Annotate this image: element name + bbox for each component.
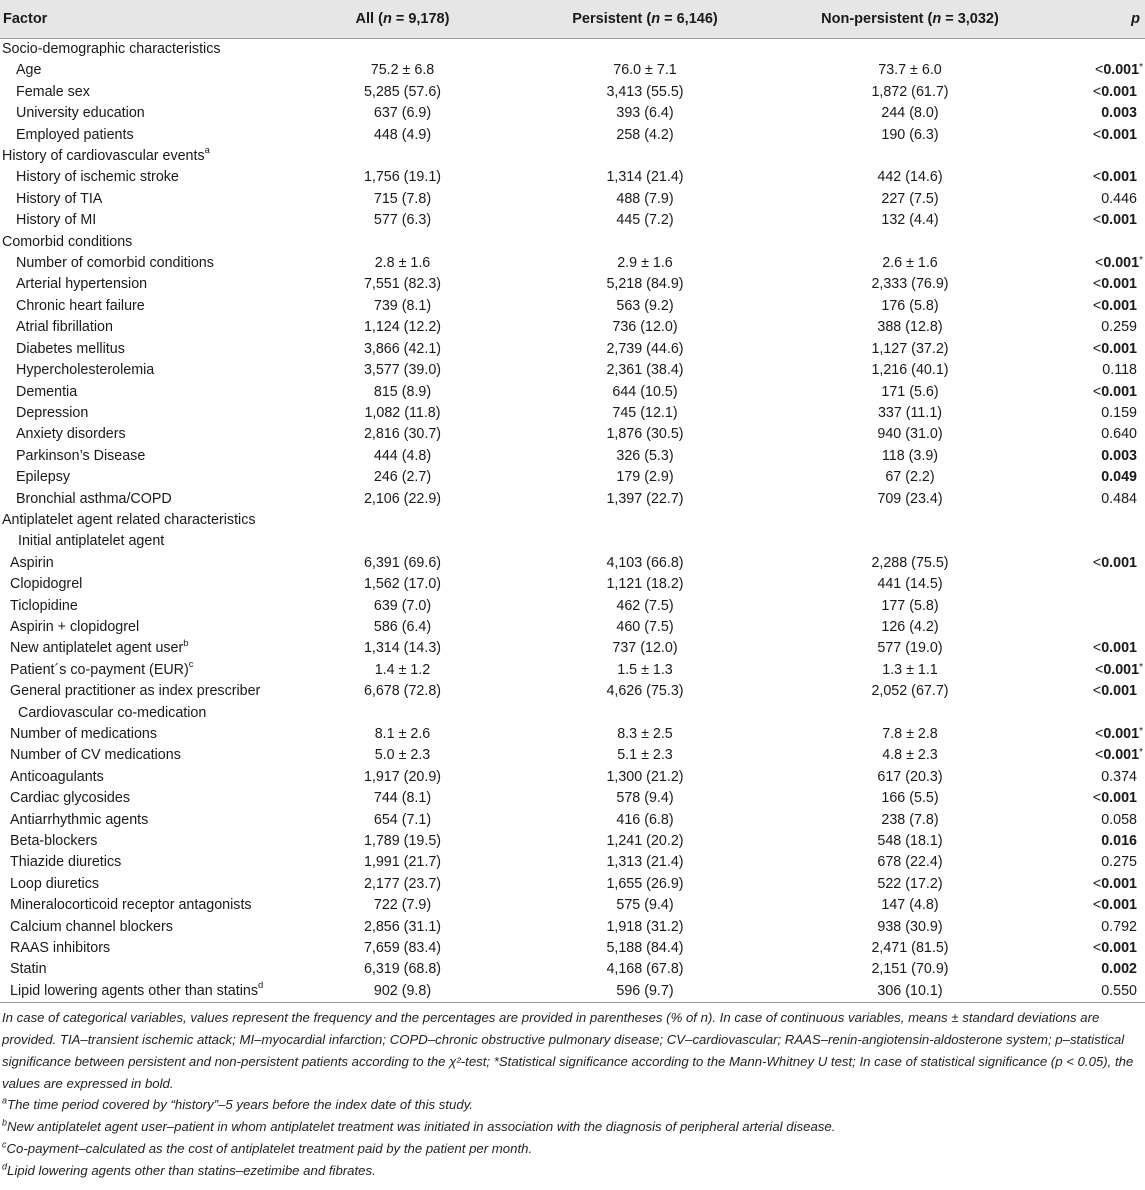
cell-nonpersistent: 2,471 (81.5) xyxy=(871,940,949,957)
cell-nonpersistent: 522 (17.2) xyxy=(877,875,943,892)
factor-label: Antiarrhythmic agents xyxy=(10,811,149,828)
factor-label: Socio-demographic characteristics xyxy=(2,41,221,57)
header-p-value: p xyxy=(1045,0,1145,39)
table-row xyxy=(0,382,1145,403)
factor-label: Arterial hypertension xyxy=(16,276,148,293)
cell-nonpersistent: 678 (22.4) xyxy=(877,854,943,871)
cell-nonpersistent xyxy=(775,703,1045,724)
cell-nonpersistent xyxy=(775,146,1045,167)
cell-p-value: <0.001 xyxy=(1092,554,1137,571)
section-row xyxy=(0,232,1145,253)
cell-all: 1,314 (14.3) xyxy=(363,640,442,657)
cell-all: 744 (8.1) xyxy=(373,790,432,807)
cell-all: 246 (2.7) xyxy=(373,469,432,486)
cell-persistent: 737 (12.0) xyxy=(612,640,678,657)
cell-p-value: 0.003 xyxy=(1101,105,1137,122)
footnote-c: $^c$Co-payment–calculated as the cost of antiplatelet treatment paid by the patient per month. xyxy=(2,1139,533,1157)
factor-label: Number of comorbid conditions xyxy=(16,255,214,272)
cell-all: 722 (7.9) xyxy=(373,897,432,914)
cell-nonpersistent: 442 (14.6) xyxy=(877,169,943,186)
cell-nonpersistent: 1,872 (61.7) xyxy=(871,83,949,100)
table-row xyxy=(0,167,1145,188)
cell-all: 8.1 ± 2.6 xyxy=(374,726,431,742)
cell-p-value: 0.016 xyxy=(1101,833,1137,850)
factor-label: Diabetes mellitus xyxy=(16,340,125,357)
cell-all xyxy=(290,531,515,552)
factor-label: Patient´s co-payment (EUR)$^c$ xyxy=(10,659,194,678)
table-row xyxy=(0,852,1145,873)
cell-persistent xyxy=(515,531,775,552)
cell-all: 1,124 (12.2) xyxy=(363,319,442,336)
cell-nonpersistent xyxy=(775,531,1045,552)
factor-label: General practitioner as index prescriber xyxy=(10,683,261,700)
cell-nonpersistent: 337 (11.1) xyxy=(877,404,943,421)
factor-label: Chronic heart failure xyxy=(16,297,145,314)
cell-persistent: 393 (6.4) xyxy=(616,105,674,122)
header-all: All (n = 9,178) xyxy=(290,0,515,39)
cell-nonpersistent: 940 (31.0) xyxy=(877,426,943,443)
cell-all: 815 (8.9) xyxy=(373,383,432,400)
cell-persistent: 5.1 ± 2.3 xyxy=(617,747,673,764)
cell-persistent: 1,876 (30.5) xyxy=(606,426,684,443)
cell-p-value: 0.640 xyxy=(1101,426,1137,443)
table-row xyxy=(0,446,1145,467)
cell-persistent: 1,397 (22.7) xyxy=(606,490,684,507)
cell-persistent xyxy=(515,703,775,724)
cell-p-value: <0.001 xyxy=(1092,897,1137,914)
factor-label: Cardiovascular co-medication xyxy=(18,704,207,721)
cell-p-value xyxy=(1045,146,1145,167)
cell-persistent: 563 (9.2) xyxy=(616,297,674,314)
table-row xyxy=(0,895,1145,916)
cell-all: 3,577 (39.0) xyxy=(363,362,442,379)
factor-label: Parkinson’s Disease xyxy=(16,447,146,464)
cell-nonpersistent: 190 (6.3) xyxy=(881,126,939,143)
cell-nonpersistent: 4.8 ± 2.3 xyxy=(882,747,938,764)
factor-label: Age xyxy=(16,62,42,79)
table-notes xyxy=(0,1003,1145,1181)
factor-label: Dementia xyxy=(16,383,78,400)
cell-persistent: 179 (2.9) xyxy=(616,469,674,486)
cell-nonpersistent: 238 (7.8) xyxy=(881,811,939,828)
cell-p-value: <0.001 xyxy=(1092,340,1137,357)
cell-all: 1,917 (20.9) xyxy=(363,768,442,785)
cell-p-value: 0.550 xyxy=(1045,981,1145,1003)
cell-persistent: 644 (10.5) xyxy=(612,383,678,400)
cell-p-value: 0.259 xyxy=(1101,319,1137,336)
cell-nonpersistent: 2.6 ± 1.6 xyxy=(882,255,938,272)
cell-persistent: 1,314 (21.4) xyxy=(606,169,684,186)
table-row xyxy=(0,125,1145,146)
footnote-mark: c xyxy=(188,659,194,671)
cell-persistent: 462 (7.5) xyxy=(616,597,674,614)
cell-nonpersistent: 2,288 (75.5) xyxy=(871,554,949,571)
cell-p-value: 0.374 xyxy=(1101,768,1137,785)
cell-p-value: 0.484 xyxy=(1101,490,1137,507)
cell-persistent: 4,103 (66.8) xyxy=(606,554,684,571)
footnote-d: $^d$Lipid lowering agents other than statins–ezetimibe and fibrates. xyxy=(2,1161,376,1178)
cell-all: 444 (4.8) xyxy=(373,447,432,464)
cell-p-value: 0.159 xyxy=(1101,404,1137,421)
factor-label: Cardiac glycosides xyxy=(10,790,130,807)
cell-persistent: 5,188 (84.4) xyxy=(606,940,684,957)
table-body xyxy=(0,39,1145,1003)
factor-label: Aspirin xyxy=(10,554,54,571)
table-row xyxy=(0,103,1145,124)
cell-p-value: <0.001 xyxy=(1092,790,1137,807)
cell-persistent: 2,739 (44.6) xyxy=(606,340,684,357)
cell-nonpersistent: 67 (2.2) xyxy=(885,469,935,486)
cell-persistent: 5,218 (84.9) xyxy=(606,276,684,293)
cell-all xyxy=(290,39,515,61)
cell-p-value: 0.446 xyxy=(1101,190,1137,207)
table-row xyxy=(0,938,1145,959)
cell-nonpersistent: 73.7 ± 6.0 xyxy=(878,62,942,79)
cell-nonpersistent: 306 (10.1) xyxy=(775,981,1045,1003)
cell-all: 654 (7.1) xyxy=(373,811,432,828)
factor-label: University education xyxy=(16,105,145,122)
header-row xyxy=(0,0,1145,39)
factor-label: RAAS inhibitors xyxy=(10,940,111,957)
cell-nonpersistent: 244 (8.0) xyxy=(881,105,939,122)
table-row xyxy=(0,617,1145,638)
cell-all: 586 (6.4) xyxy=(373,618,432,635)
cell-persistent: 2.9 ± 1.6 xyxy=(617,255,673,272)
cell-persistent: 326 (5.3) xyxy=(616,447,674,464)
cell-nonpersistent: 2,052 (67.7) xyxy=(871,683,949,700)
cell-persistent: 1,241 (20.2) xyxy=(606,833,684,850)
cell-p-value: <0.001 xyxy=(1092,276,1137,293)
cell-nonpersistent: 177 (5.8) xyxy=(881,597,939,614)
table-row xyxy=(0,553,1145,574)
cell-all xyxy=(290,510,515,531)
cell-nonpersistent: 2,151 (70.9) xyxy=(871,961,949,978)
cell-all: 5,285 (57.6) xyxy=(363,83,442,100)
table-row xyxy=(0,82,1145,103)
cell-all: 448 (4.9) xyxy=(373,126,432,143)
footnote-mark: d xyxy=(257,980,264,992)
cell-persistent: 4,168 (67.8) xyxy=(606,961,684,978)
factor-label: History of TIA xyxy=(16,190,103,207)
cell-all: 2,816 (30.7) xyxy=(363,426,442,443)
cell-nonpersistent: 548 (18.1) xyxy=(877,833,943,850)
footnote-a: $^a$The time period covered by “history”–5 years before the index date of this study. xyxy=(2,1096,473,1113)
cell-nonpersistent: 388 (12.8) xyxy=(877,319,943,336)
factor-label: Mineralocorticoid receptor antagonists xyxy=(10,897,252,914)
cell-p-value: <0.001 xyxy=(1092,383,1137,400)
cell-persistent: 4,626 (75.3) xyxy=(606,683,684,700)
factor-label: Anxiety disorders xyxy=(16,426,126,443)
table-row xyxy=(0,210,1145,231)
cell-p-value xyxy=(1045,574,1145,595)
cell-persistent: 416 (6.8) xyxy=(616,811,674,828)
cell-all: 577 (6.3) xyxy=(373,212,432,229)
cell-all: 1,562 (17.0) xyxy=(363,576,442,593)
cell-persistent: 3,413 (55.5) xyxy=(606,83,684,100)
factor-label: Clopidogrel xyxy=(10,576,83,593)
factor-label: History of cardiovascular events$^a$ xyxy=(2,145,210,165)
table-row xyxy=(0,745,1145,766)
factor-label: Ticlopidine xyxy=(10,597,78,614)
cell-all: 6,319 (68.8) xyxy=(363,961,442,978)
table-row xyxy=(0,574,1145,595)
cell-all xyxy=(290,146,515,167)
cell-p-value: <0.001 xyxy=(1092,940,1137,957)
cell-p-value xyxy=(1045,617,1145,638)
cell-all: 902 (9.8) xyxy=(290,981,515,1003)
cell-p-value xyxy=(1045,531,1145,552)
cell-all: 2,177 (23.7) xyxy=(363,875,442,892)
cell-nonpersistent: 1.3 ± 1.1 xyxy=(882,661,938,678)
table-row xyxy=(0,767,1145,788)
factor-label: Anticoagulants xyxy=(10,768,104,785)
factor-label: Atrial fibrillation xyxy=(16,319,113,336)
table-row xyxy=(0,660,1145,681)
footnote-mark: b xyxy=(183,637,189,649)
cell-p-value: <0.001* xyxy=(1094,62,1143,79)
factor-label: Statin xyxy=(10,961,47,978)
cell-persistent: 736 (12.0) xyxy=(612,319,678,336)
cell-p-value: <0.001* xyxy=(1094,255,1143,272)
factor-label: History of ischemic stroke xyxy=(16,169,179,186)
cell-nonpersistent: 938 (30.9) xyxy=(877,918,943,935)
subsection-row xyxy=(0,703,1145,724)
cell-p-value xyxy=(1045,39,1145,61)
table-row xyxy=(0,681,1145,702)
cell-p-value xyxy=(1045,596,1145,617)
cell-all: 7,551 (82.3) xyxy=(363,276,442,293)
table-row xyxy=(0,596,1145,617)
table-row xyxy=(0,467,1145,488)
header-persistent: Persistent (n = 6,146) xyxy=(515,0,775,39)
footnote-b: $^b$New antiplatelet agent user–patient in whom antiplatelet treatment was initiated in association with the diagnosis of peripheral arterial disease. xyxy=(2,1117,836,1135)
cell-all: 739 (8.1) xyxy=(373,297,432,314)
cell-persistent xyxy=(515,39,775,61)
table-row xyxy=(0,296,1145,317)
factor-label: New antiplatelet agent user$^b$ xyxy=(10,637,189,657)
cell-nonpersistent: 1,127 (37.2) xyxy=(871,340,949,357)
table-row xyxy=(0,489,1145,510)
section-row xyxy=(0,510,1145,531)
section-row xyxy=(0,146,1145,167)
factor-label: Epilepsy xyxy=(16,469,71,486)
factor-label: Hypercholesterolemia xyxy=(16,362,155,379)
table-row xyxy=(0,917,1145,938)
cell-persistent: 596 (9.7) xyxy=(515,981,775,1003)
cell-persistent xyxy=(515,510,775,531)
cell-nonpersistent: 441 (14.5) xyxy=(877,576,943,593)
cell-nonpersistent: 227 (7.5) xyxy=(881,190,939,207)
cell-p-value: <0.001 xyxy=(1092,169,1137,186)
cell-persistent: 1.5 ± 1.3 xyxy=(617,661,673,678)
cell-nonpersistent: 147 (4.8) xyxy=(881,897,939,914)
factor-label: Loop diuretics xyxy=(10,875,100,892)
factor-label: Calcium channel blockers xyxy=(10,918,173,935)
cell-persistent xyxy=(515,232,775,253)
factor-label: Antiplatelet agent related characteristics xyxy=(2,511,256,528)
table-row xyxy=(0,874,1145,895)
cell-persistent: 575 (9.4) xyxy=(616,897,674,914)
cell-p-value: <0.001 xyxy=(1092,83,1137,100)
cell-p-value: 0.792 xyxy=(1101,918,1137,935)
cell-all: 1,789 (19.5) xyxy=(363,833,442,850)
table-row xyxy=(0,959,1145,980)
cell-p-value: 0.003 xyxy=(1101,447,1137,464)
cell-persistent: 578 (9.4) xyxy=(616,790,674,807)
cell-all xyxy=(290,703,515,724)
cell-nonpersistent: 166 (5.5) xyxy=(881,790,939,807)
cell-nonpersistent: 171 (5.6) xyxy=(881,383,939,400)
table-row xyxy=(0,189,1145,210)
cell-p-value: <0.001 xyxy=(1092,126,1137,143)
cell-p-value: <0.001 xyxy=(1092,875,1137,892)
cell-persistent: 460 (7.5) xyxy=(616,618,674,635)
cell-persistent: 2,361 (38.4) xyxy=(606,362,684,379)
cell-nonpersistent: 126 (4.2) xyxy=(881,618,939,635)
cell-persistent: 745 (12.1) xyxy=(612,404,678,421)
factor-label: Bronchial asthma/COPD xyxy=(16,490,172,507)
factor-label: Beta-blockers xyxy=(10,833,98,850)
cell-all: 637 (6.9) xyxy=(373,105,432,122)
section-row xyxy=(0,39,1145,61)
cell-persistent: 488 (7.9) xyxy=(616,190,674,207)
notes-main: In case of categorical variables, values represent the frequency and the percentages are provided in parentheses (% of n). In case of continuous variables, means ± standard deviations are provided. TIA–transient ischemic attack; MI–myocardial infarction; COPD–chronic obstructive pulmonary disease; CV–cardiovascular; RAAS–renin-angiotensin-aldosterone system; p–statistical significance between persistent and non-persistent patients according to the χ²-test; *Statistical significance according to the Mann-Whitney U test; In case of statistical significance (p < 0.05), the values are expressed in bold. xyxy=(2,1010,1134,1091)
table-row xyxy=(0,253,1145,274)
cell-nonpersistent: 7.8 ± 2.8 xyxy=(882,726,938,742)
cell-nonpersistent: 577 (19.0) xyxy=(877,640,943,657)
table-row xyxy=(0,360,1145,381)
cell-p-value: <0.001 xyxy=(1092,297,1137,314)
cell-persistent: 1,121 (18.2) xyxy=(606,576,684,593)
table-row xyxy=(0,424,1145,445)
cell-persistent: 8.3 ± 2.5 xyxy=(617,726,673,742)
cell-persistent: 258 (4.2) xyxy=(616,126,674,143)
cell-all: 639 (7.0) xyxy=(373,597,432,614)
cell-p-value: <0.001* xyxy=(1094,747,1143,764)
cell-nonpersistent: 118 (3.9) xyxy=(881,447,939,464)
cell-p-value: 0.118 xyxy=(1102,362,1137,379)
cell-all: 715 (7.8) xyxy=(373,190,432,207)
cell-persistent: 1,918 (31.2) xyxy=(606,918,684,935)
cell-persistent: 1,300 (21.2) xyxy=(606,768,684,785)
table-row xyxy=(0,788,1145,809)
cell-p-value: <0.001 xyxy=(1092,212,1137,229)
table-row xyxy=(0,339,1145,360)
factor-label: Thiazide diuretics xyxy=(10,854,122,871)
factor-label: Lipid lowering agents other than statins$^d$ xyxy=(0,981,290,1003)
cell-p-value: 0.002 xyxy=(1101,961,1137,978)
cell-nonpersistent: 176 (5.8) xyxy=(881,297,939,314)
table-row xyxy=(0,981,1145,1003)
table-row xyxy=(0,274,1145,295)
cell-nonpersistent: 617 (20.3) xyxy=(877,768,943,785)
cell-nonpersistent: 132 (4.4) xyxy=(881,212,939,229)
cell-all: 2,106 (22.9) xyxy=(363,490,442,507)
header-factor: Factor xyxy=(0,0,290,39)
header-nonpersistent: Non-persistent (n = 3,032) xyxy=(775,0,1045,39)
cell-p-value: <0.001* xyxy=(1094,661,1143,678)
cell-nonpersistent: 2,333 (76.9) xyxy=(871,276,949,293)
factor-label: Employed patients xyxy=(16,126,134,143)
cell-all: 5.0 ± 2.3 xyxy=(374,747,431,764)
cell-p-value xyxy=(1045,703,1145,724)
table-header xyxy=(0,0,1145,39)
factor-label: Number of CV medications xyxy=(10,747,181,764)
table-row xyxy=(0,638,1145,659)
cell-all: 1,082 (11.8) xyxy=(364,404,441,421)
cell-all: 6,391 (69.6) xyxy=(363,554,442,571)
cell-all: 75.2 ± 6.8 xyxy=(370,62,435,79)
table-row xyxy=(0,403,1145,424)
factor-label: Number of medications xyxy=(10,726,158,742)
cell-p-value: 0.049 xyxy=(1101,469,1137,486)
cell-p-value: 0.275 xyxy=(1101,854,1137,871)
factor-label: Initial antiplatelet agent xyxy=(18,533,165,550)
cell-nonpersistent xyxy=(775,39,1045,61)
table-row xyxy=(0,810,1145,831)
factor-label: Comorbid conditions xyxy=(2,233,133,250)
cell-p-value xyxy=(1045,510,1145,531)
cell-p-value: <0.001 xyxy=(1092,683,1137,700)
cell-all: 1,756 (19.1) xyxy=(363,169,442,186)
table-row xyxy=(0,317,1145,338)
cell-nonpersistent: 709 (23.4) xyxy=(877,490,943,507)
cell-p-value xyxy=(1045,232,1145,253)
cell-all: 3,866 (42.1) xyxy=(363,340,442,357)
cell-persistent: 1,655 (26.9) xyxy=(606,875,684,892)
cell-all: 1.4 ± 1.2 xyxy=(374,661,431,678)
cell-all: 6,678 (72.8) xyxy=(363,683,442,700)
cell-persistent xyxy=(515,146,775,167)
cell-persistent: 1,313 (21.4) xyxy=(606,854,684,871)
factor-label: Depression xyxy=(16,404,89,421)
table-row xyxy=(0,60,1145,81)
cell-all: 2.8 ± 1.6 xyxy=(374,255,431,272)
cell-nonpersistent: 1,216 (40.1) xyxy=(871,362,949,379)
cell-persistent: 76.0 ± 7.1 xyxy=(613,62,677,79)
cell-p-value: 0.058 xyxy=(1101,811,1137,828)
factor-label: Female sex xyxy=(16,83,90,100)
table-row xyxy=(0,831,1145,852)
cell-all xyxy=(290,232,515,253)
cell-nonpersistent xyxy=(775,232,1045,253)
cell-p-value: <0.001 xyxy=(1092,640,1137,657)
factor-label: Aspirin + clopidogrel xyxy=(10,618,140,635)
cell-all: 7,659 (83.4) xyxy=(363,940,442,957)
factor-label: History of MI xyxy=(16,212,97,229)
footnote-mark: a xyxy=(204,145,210,157)
cell-persistent: 445 (7.2) xyxy=(616,212,674,229)
subsection-row xyxy=(0,531,1145,552)
cell-nonpersistent xyxy=(775,510,1045,531)
table-row xyxy=(0,724,1145,745)
cell-p-value: <0.001* xyxy=(1094,726,1143,742)
cell-all: 1,991 (21.7) xyxy=(363,854,442,871)
cell-all: 2,856 (31.1) xyxy=(363,918,442,935)
